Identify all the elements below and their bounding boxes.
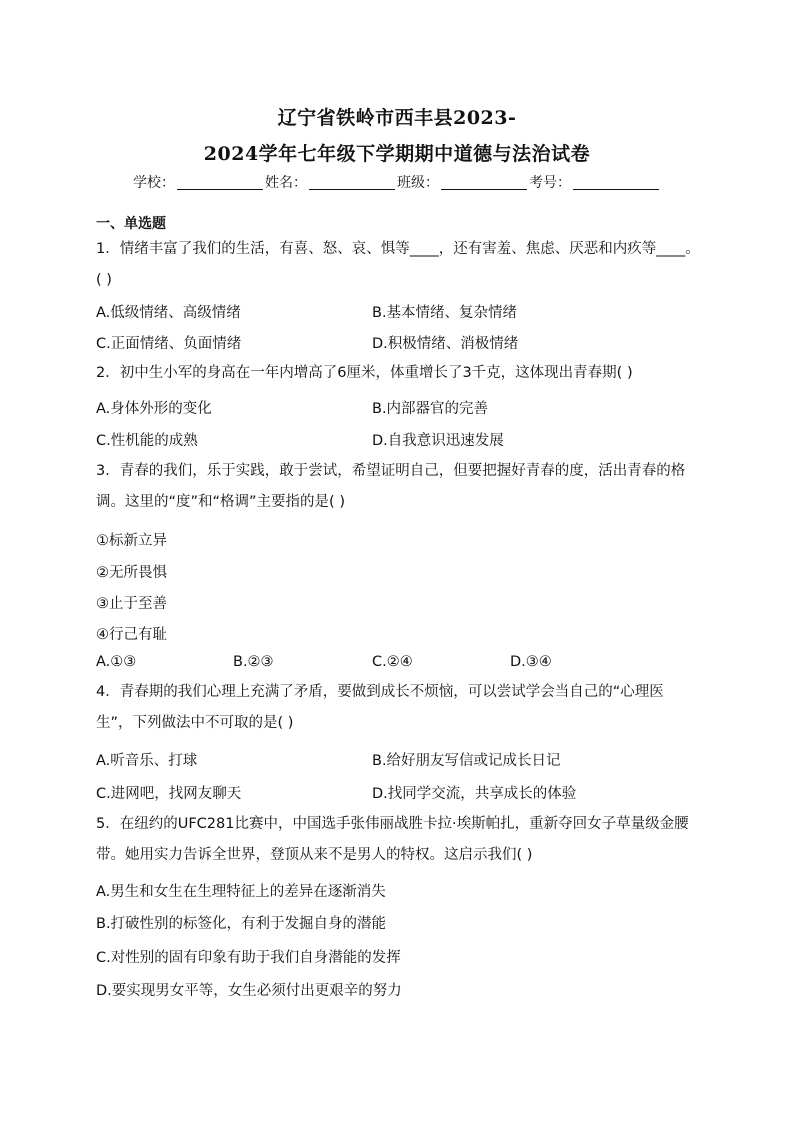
question-4-stem: 4．青春期的我们心理上充满了矛盾，要做到成长不烦恼，可以尝试学会当自己的“心理医生”，下列做法中不可取的是( ): [96, 684, 664, 731]
question-3-item-4: ④行己有耻: [96, 627, 167, 643]
question-3-item-3: ③止于至善: [96, 596, 167, 612]
question-3-option-c[interactable]: C.②④: [372, 654, 413, 670]
question-1-option-c[interactable]: C.正面情绪、负面情绪: [96, 336, 242, 352]
question-1-stem: 1．情绪丰富了我们的生活，有喜、怒、哀、惧等____，还有害羞、焦虑、厌恶和内疚等____。( ): [96, 241, 700, 288]
exam-title-line-2: 2024学年七年级下学期期中道德与法治试卷: [203, 143, 591, 165]
class-label: 班级：: [397, 175, 439, 191]
question-3-option-a[interactable]: A.①③: [96, 654, 137, 670]
question-5-option-a[interactable]: A.男生和女生在生理特征上的差异在逐渐消失: [96, 884, 386, 900]
student-info-row: [0, 172, 794, 192]
class-field: [397, 172, 529, 192]
exam-number-blank[interactable]: [573, 175, 659, 190]
exam-number-field: [529, 172, 661, 192]
question-4-option-c[interactable]: C.进网吧，找网友聊天: [96, 786, 242, 802]
question-5-option-b[interactable]: B.打破性别的标签化，有利于发掘自身的潜能: [96, 916, 387, 932]
question-4-option-d[interactable]: D.找同学交流，共享成长的体验: [372, 786, 577, 802]
question-2-option-d[interactable]: D.自我意识迅速发展: [372, 433, 504, 449]
question-4-option-b[interactable]: B.给好朋友写信或记成长日记: [372, 753, 561, 769]
question-3-option-d[interactable]: D.③④: [510, 654, 552, 670]
school-field: [133, 172, 265, 192]
name-blank[interactable]: [309, 175, 395, 190]
exam-title-line-1: 辽宁省铁岭市西丰县2023-: [277, 107, 517, 129]
question-1-option-a[interactable]: A.低级情绪、高级情绪: [96, 305, 241, 321]
school-label: 学校：: [133, 175, 175, 191]
question-4-option-a[interactable]: A.听音乐、打球: [96, 753, 198, 769]
question-1-option-d[interactable]: D.积极情绪、消极情绪: [372, 336, 519, 352]
question-3-option-b[interactable]: B.②③: [233, 654, 274, 670]
name-label: 姓名：: [265, 175, 307, 191]
name-field: [265, 172, 397, 192]
class-blank[interactable]: [441, 175, 527, 190]
exam-number-label: 考号：: [529, 175, 571, 191]
question-2-option-c[interactable]: C.性机能的成熟: [96, 433, 198, 449]
question-2-stem: 2．初中生小军的身高在一年内增高了6厘米，体重增长了3千克，这体现出青春期( ): [96, 365, 633, 381]
question-5-stem: 5．在纽约的UFC281比赛中，中国选手张伟丽战胜卡拉·埃斯帕扎，重新夺回女子草量级金腰带。她用实力告诉全世界，登顶从来不是男人的特权。这启示我们( ): [96, 816, 689, 863]
question-1-option-b[interactable]: B.基本情绪、复杂情绪: [372, 305, 518, 321]
question-5-option-c[interactable]: C.对性别的固有印象有助于我们自身潜能的发挥: [96, 950, 401, 966]
question-5-option-d[interactable]: D.要实现男女平等，女生必须付出更艰辛的努力: [96, 983, 402, 999]
question-2-option-b[interactable]: B.内部器官的完善: [372, 401, 489, 417]
question-2-option-a[interactable]: A.身体外形的变化: [96, 401, 212, 417]
section-title: 一、单选题: [96, 216, 166, 232]
question-3-stem: 3．青春的我们，乐于实践，敢于尝试，希望证明自己，但要把握好青春的度，活出青春的格调。这里的“度”和“格调”主要指的是( ): [96, 463, 686, 510]
school-blank[interactable]: [177, 175, 263, 190]
question-3-item-1: ①标新立异: [96, 533, 167, 549]
question-3-item-2: ②无所畏惧: [96, 565, 167, 581]
